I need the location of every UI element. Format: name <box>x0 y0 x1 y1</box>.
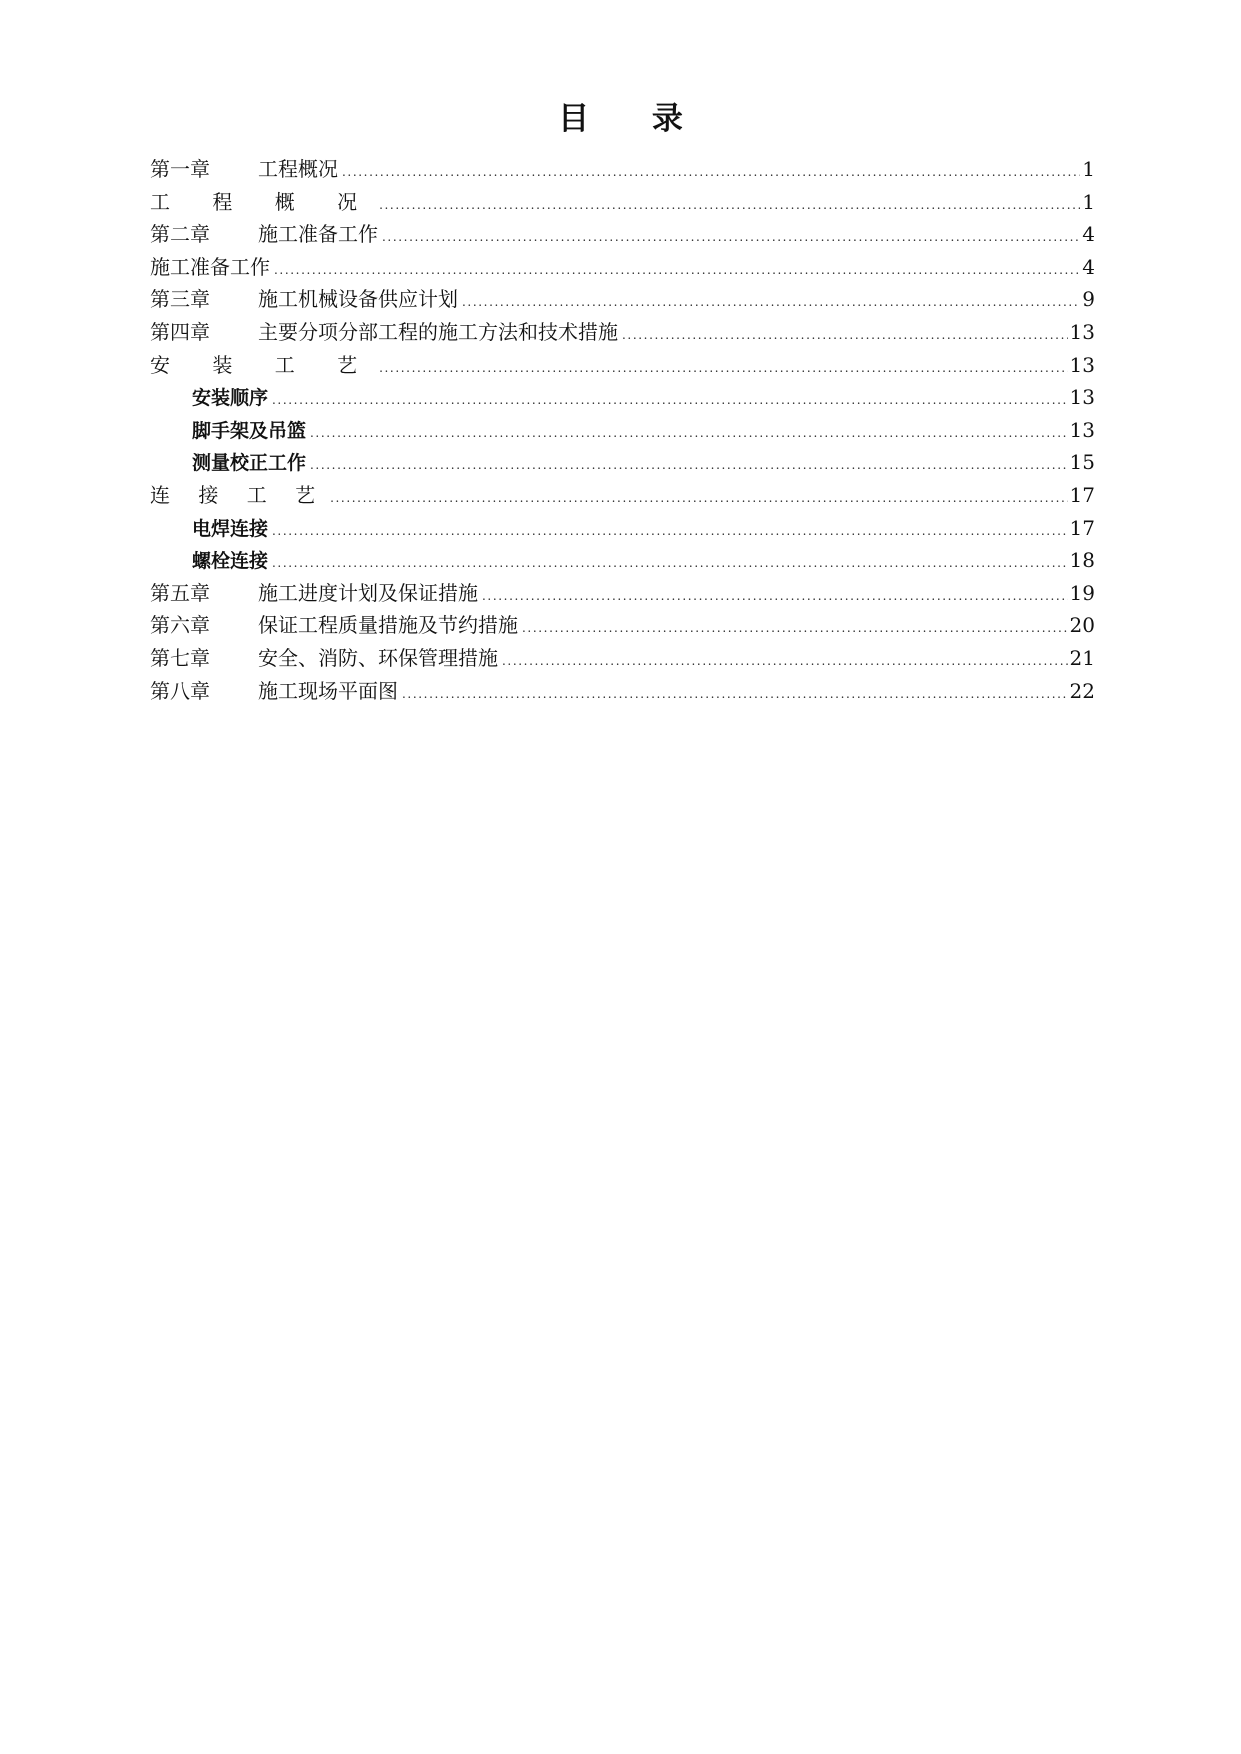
toc-dot-leader <box>310 452 1068 478</box>
toc-entry-title: 工 程 概 况 <box>150 189 376 214</box>
toc-chapter-number: 第二章 <box>150 222 210 247</box>
toc-dot-leader <box>272 518 1068 544</box>
toc-entry[interactable] <box>150 221 1095 254</box>
toc-chapter-number: 第一章 <box>150 157 210 181</box>
toc-entry-title: 施工机械设备供应计划 <box>258 287 458 312</box>
toc-dot-leader <box>482 583 1068 609</box>
toc-entry[interactable] <box>150 352 1095 385</box>
toc-chapter-number: 第四章 <box>150 319 210 344</box>
toc-page-number: 1 <box>1082 157 1095 181</box>
toc-page-number: 1 <box>1082 189 1095 214</box>
toc-dot-leader <box>502 648 1068 674</box>
toc-entry-title: 施工准备工作 <box>258 222 378 247</box>
toc-entry-title: 施工进度计划及保证措施 <box>258 580 478 605</box>
toc-entry-title: 螺栓连接 <box>192 550 269 573</box>
toc-entry-title: 电焊连接 <box>192 517 269 540</box>
toc-page-number: 17 <box>1069 482 1095 507</box>
toc-entry-title: 工程概况 <box>258 157 338 181</box>
table-of-contents <box>150 156 1095 710</box>
toc-entry-title: 主要分项分部工程的施工方法和技术措施 <box>258 319 618 344</box>
toc-entry-title: 安全、消防、环保管理措施 <box>258 645 498 670</box>
toc-entry-title: 保证工程质量措施及节约措施 <box>258 613 518 638</box>
toc-entry[interactable] <box>150 417 1095 450</box>
toc-entry-title: 连 接 工 艺 <box>150 482 327 507</box>
toc-dot-leader <box>274 257 1080 283</box>
toc-entry[interactable] <box>150 319 1095 352</box>
toc-page-number: 4 <box>1082 222 1095 247</box>
toc-page-number: 9 <box>1082 287 1095 312</box>
toc-dot-leader <box>382 224 1080 250</box>
toc-page-number: 17 <box>1069 515 1095 540</box>
toc-page-number: 20 <box>1069 613 1095 638</box>
toc-page-number: 22 <box>1069 678 1095 703</box>
toc-chapter-number: 第五章 <box>150 580 210 605</box>
toc-entry[interactable] <box>150 678 1095 711</box>
toc-chapter-number: 第六章 <box>150 613 210 638</box>
toc-entry-title: 测量校正工作 <box>192 452 307 475</box>
toc-entry-title: 安 装 工 艺 <box>150 352 376 377</box>
toc-page-number: 21 <box>1069 645 1095 670</box>
toc-entry[interactable] <box>150 156 1095 189</box>
toc-entry[interactable] <box>150 612 1095 645</box>
toc-chapter-number: 第三章 <box>150 287 210 312</box>
toc-dot-leader <box>462 289 1080 315</box>
toc-dot-leader <box>379 192 1080 218</box>
toc-entry[interactable] <box>150 482 1095 515</box>
toc-entry-title: 安装顺序 <box>192 387 269 410</box>
toc-chapter-number: 第七章 <box>150 645 210 670</box>
toc-entry[interactable] <box>150 189 1095 222</box>
toc-page-number: 13 <box>1069 417 1095 442</box>
toc-chapter-number: 第八章 <box>150 678 210 703</box>
toc-page-number: 18 <box>1069 548 1095 573</box>
toc-title: 目 录 <box>558 101 709 137</box>
toc-entry-title: 脚手架及吊篮 <box>192 419 307 442</box>
toc-dot-leader <box>330 485 1067 511</box>
toc-dot-leader <box>402 681 1068 707</box>
toc-dot-leader <box>622 322 1068 348</box>
toc-page-number: 13 <box>1069 385 1095 410</box>
toc-dot-leader <box>379 355 1067 381</box>
toc-entry-title: 施工现场平面图 <box>258 678 398 703</box>
toc-page-number: 4 <box>1082 254 1095 279</box>
toc-page-number: 19 <box>1069 580 1095 605</box>
toc-dot-leader <box>522 615 1068 641</box>
toc-page-number: 13 <box>1069 319 1095 344</box>
toc-page-number: 13 <box>1069 352 1095 377</box>
toc-dot-leader <box>272 387 1068 413</box>
toc-entry[interactable] <box>150 645 1095 678</box>
toc-entry-title: 施工准备工作 <box>150 254 270 279</box>
toc-entry[interactable] <box>150 580 1095 613</box>
toc-entry[interactable] <box>150 384 1095 417</box>
toc-entry[interactable] <box>150 449 1095 482</box>
toc-page-number: 15 <box>1069 450 1095 475</box>
toc-entry[interactable] <box>150 286 1095 319</box>
toc-dot-leader <box>310 420 1068 446</box>
toc-dot-leader <box>272 550 1068 576</box>
toc-entry[interactable] <box>150 254 1095 287</box>
toc-dot-leader <box>342 159 1080 185</box>
toc-entry[interactable] <box>150 515 1095 548</box>
toc-entry[interactable] <box>150 547 1095 580</box>
